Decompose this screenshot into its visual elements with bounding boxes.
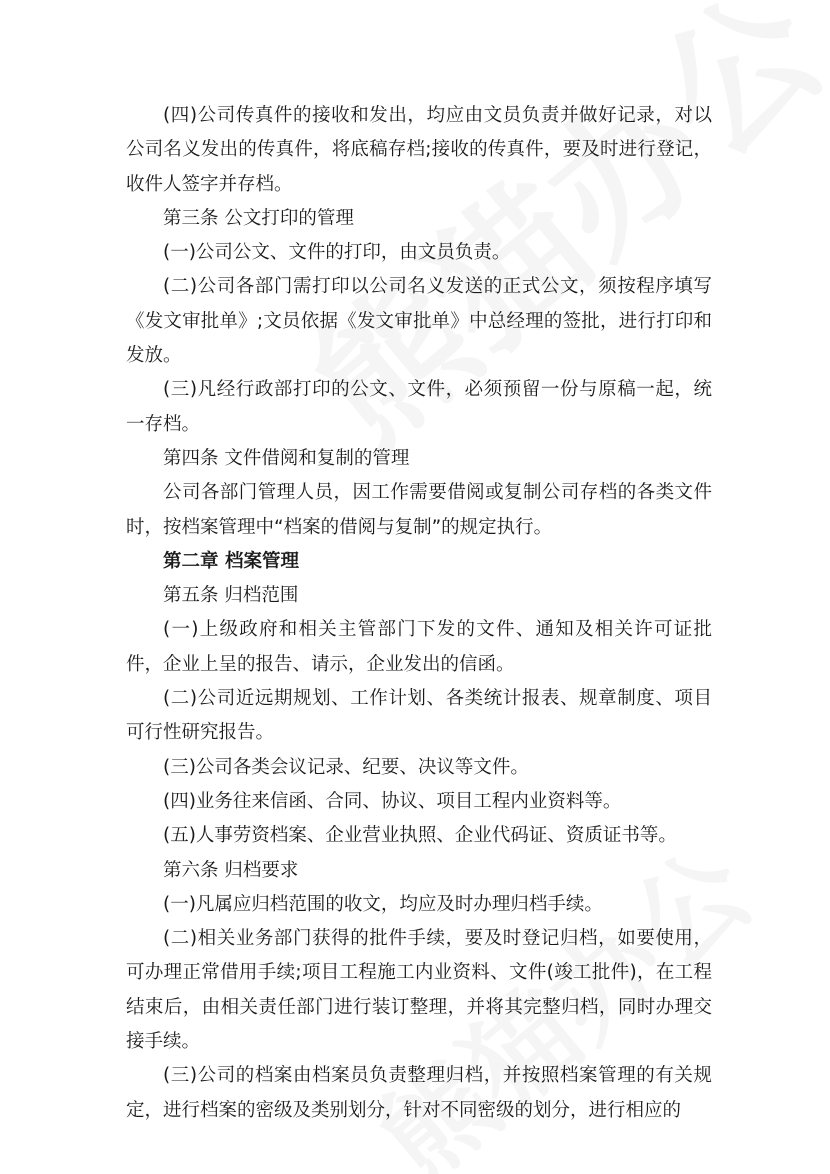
paragraph-scope-2: (二)公司近远期规划、工作计划、各类统计报表、规章制度、项目可行性研究报告。 <box>126 688 712 744</box>
paragraph-requirement-1: (一)凡属应归档范围的收文，均应及时办理归档手续。 <box>163 893 603 915</box>
paragraph-scope-4: (四)业务往来信函、合同、协议、项目工程内业资料等。 <box>163 790 622 812</box>
paragraph-requirement-3: (三)公司的档案由档案员负责整理归档，并按照档案管理的有关规定，进行档案的密级及类别划分，针对不同密级的划分，进行相应的 <box>126 1065 712 1121</box>
paragraph-printing-archive: (三)凡经行政部打印的公文、文件，必须预留一份与原稿一起，统一存档。 <box>126 379 712 435</box>
article-4-heading: 第四条 文件借阅和复制的管理 <box>163 447 410 469</box>
paragraph-requirement-2: (二)相关业务部门获得的批件手续，要及时登记归档，如要使用，可办理正常借用手续;项目工程施工内业资料、文件(竣工批件)，在工程结束后，由相关责任部门进行装订整理，并将其完整归档，同时办理交接手续。 <box>126 928 712 1053</box>
paragraph-fax-handling: (四)公司传真件的接收和发出，均应由文员负责并做好记录，对以公司名义发出的传真件，将底稿存档;接收的传真件，要及时进行登记，收件人签字并存档。 <box>126 105 712 195</box>
chapter-2-heading: 第二章 档案管理 <box>163 550 299 572</box>
paragraph-scope-1: (一)上级政府和相关主管部门下发的文件、通知及相关许可证批件，企业上呈的报告、请示，企业发出的信函。 <box>126 619 712 675</box>
paragraph-scope-5: (五)人事劳资档案、企业营业执照、企业代码证、资质证书等。 <box>163 825 677 847</box>
paragraph-printing-clerk: (一)公司公文、文件的打印，由文员负责。 <box>163 242 511 264</box>
document-body <box>126 99 712 1128</box>
paragraph-scope-3: (三)公司各类会议记录、纪要、决议等文件。 <box>163 756 529 778</box>
article-3-heading: 第三条 公文打印的管理 <box>163 207 354 229</box>
paragraph-printing-approval: (二)公司各部门需打印以公司名义发送的正式公文，须按程序填写《发文审批单》;文员依据《发文审批单》中总经理的签批，进行打印和发放。 <box>126 276 712 367</box>
paragraph-borrowing: 公司各部门管理人员，因工作需要借阅或复制公司存档的各类文件时，按档案管理中“档案的借阅与复制”的规定执行。 <box>126 482 712 538</box>
article-6-heading: 第六条 归档要求 <box>163 859 299 881</box>
article-5-heading: 第五条 归档范围 <box>163 585 299 607</box>
